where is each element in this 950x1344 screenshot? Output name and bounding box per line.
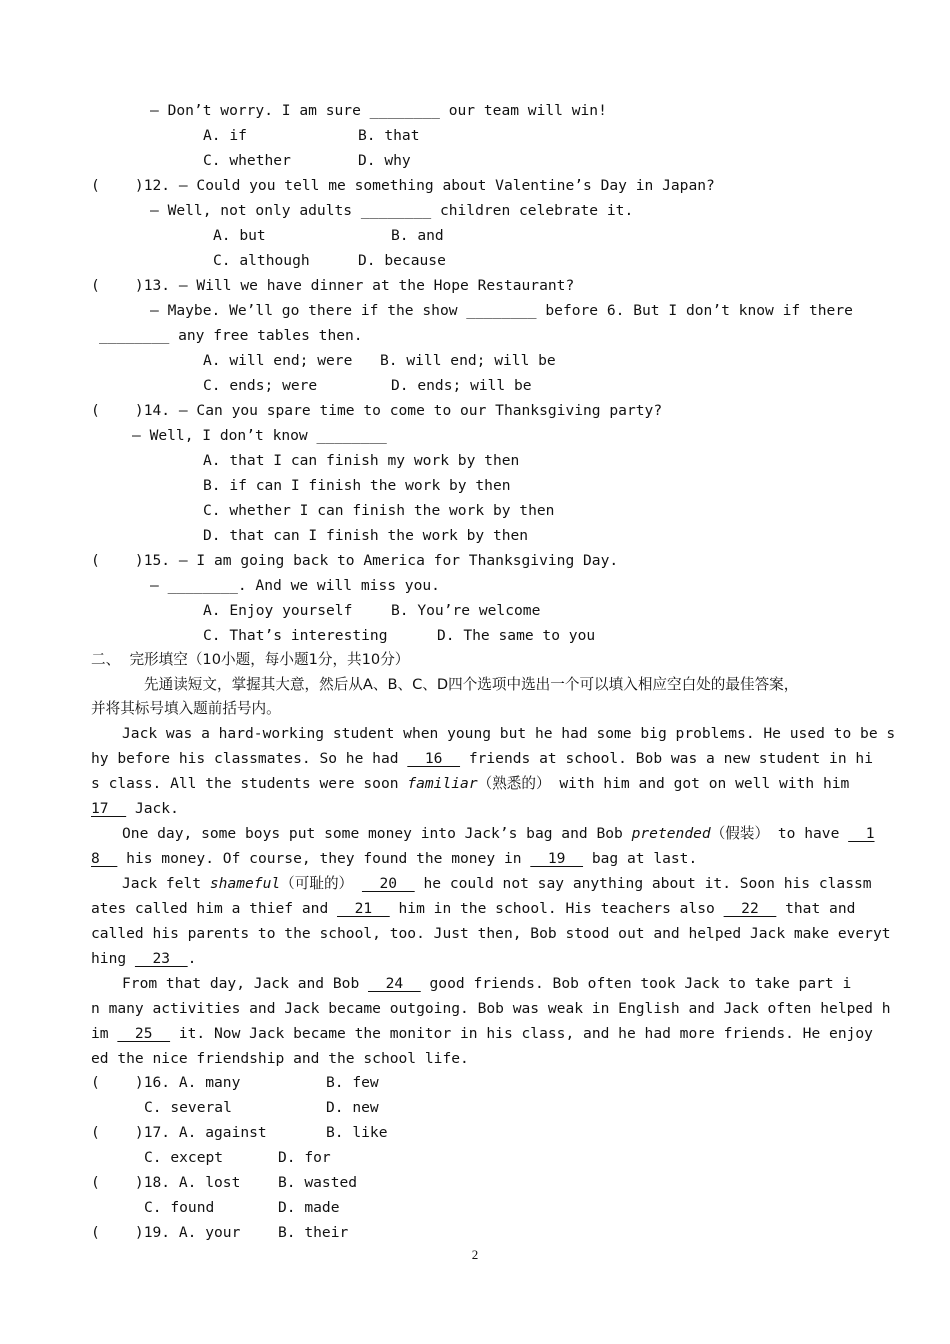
q13-stem: ( )13. — Will we have dinner at the Hope Restaurant? bbox=[91, 277, 575, 294]
section-instruction-continued: 并将其标号填入题前括号内。 bbox=[91, 700, 281, 717]
passage-line: hing 23 . bbox=[91, 950, 197, 967]
q11-reply: — Don’t worry. I am sure ________ our team will win! bbox=[150, 102, 607, 119]
passage-line: n many activities and Jack became outgoing. Bob was weak in English and Jack often helped h bbox=[91, 1000, 891, 1017]
q11-option-d: D. why bbox=[358, 152, 411, 169]
blank-25: 25 bbox=[117, 1025, 171, 1042]
q16-stem: ( )16. A. many bbox=[91, 1074, 241, 1091]
passage-line: hy before his classmates. So he had 16 friends at school. Bob was a new student in hi bbox=[91, 750, 873, 767]
q13-option-c: C. ends; were bbox=[203, 377, 318, 394]
passage-line: 17 Jack. bbox=[91, 800, 179, 817]
q15-option-b: B. You’re welcome bbox=[391, 602, 541, 619]
passage-line: From that day, Jack and Bob 24 good friends. Bob often took Jack to take part i bbox=[122, 975, 852, 992]
passage-line: 8 his money. Of course, they found the money in 19 bag at last. bbox=[91, 850, 698, 867]
q12-stem: ( )12. — Could you tell me something about Valentine’s Day in Japan? bbox=[91, 177, 715, 194]
q17-stem: ( )17. A. against bbox=[91, 1124, 267, 1141]
q12-reply: — Well, not only adults ________ children celebrate it. bbox=[150, 202, 634, 219]
q19-stem: ( )19. A. your bbox=[91, 1224, 241, 1241]
section-instruction: 先通读短文，掌握其大意，然后从A、B、C、D四个选项中选出一个可以填入相应空白处的最佳答案， bbox=[144, 676, 799, 693]
q17-option-b: B. like bbox=[326, 1124, 388, 1141]
q16-option-d: D. new bbox=[326, 1099, 379, 1116]
q15-reply: — ________. And we will miss you. bbox=[150, 577, 440, 594]
page-number: 2 bbox=[471, 1247, 479, 1262]
blank-22: 22 bbox=[723, 900, 777, 917]
blank-23: 23 bbox=[134, 950, 188, 967]
q13-option-b: B. will end; will be bbox=[380, 352, 556, 369]
section-heading: 二、 完形填空（10小题，每小题1分，共10分） bbox=[91, 651, 410, 668]
q12-option-a: A. but bbox=[213, 227, 266, 244]
q12-option-c: C. although bbox=[213, 252, 310, 269]
passage-line: s class. All the students were soon familiar（熟悉的） with him and got on well with him bbox=[91, 775, 850, 792]
q18-option-b: B. wasted bbox=[278, 1174, 358, 1191]
q18-option-c: C. found bbox=[144, 1199, 215, 1216]
q11-option-b: B. that bbox=[358, 127, 420, 144]
passage-line: ed the nice friendship and the school life. bbox=[91, 1050, 469, 1067]
q18-stem: ( )18. A. lost bbox=[91, 1174, 241, 1191]
q17-option-d: D. for bbox=[278, 1149, 331, 1166]
q15-option-c: C. That’s interesting bbox=[203, 627, 388, 644]
blank-17: 17 bbox=[91, 800, 127, 817]
q18-option-d: D. made bbox=[278, 1199, 340, 1216]
passage-line: Jack felt shameful（可耻的） 20 he could not say anything about it. Soon his classm bbox=[122, 875, 872, 892]
q16-option-b: B. few bbox=[326, 1074, 379, 1091]
q11-option-c: C. whether bbox=[203, 152, 291, 169]
q14-option-c: C. whether I can finish the work by then bbox=[203, 502, 555, 519]
q14-option-a: A. that I can finish my work by then bbox=[203, 452, 520, 469]
q14-reply: — Well, I don’t know ________ bbox=[132, 427, 387, 444]
passage-line: im 25 it. Now Jack became the monitor in his class, and he had more friends. He enjoy bbox=[91, 1025, 873, 1042]
blank-18: 1 bbox=[848, 825, 875, 842]
blank-24: 24 bbox=[368, 975, 421, 992]
q15-stem: ( )15. — I am going back to America for Thanksgiving Day. bbox=[91, 552, 619, 569]
q14-option-d: D. that can I finish the work by then bbox=[203, 527, 529, 544]
q14-stem: ( )14. — Can you spare time to come to our Thanksgiving party? bbox=[91, 402, 663, 419]
q13-option-d: D. ends; will be bbox=[391, 377, 532, 394]
q12-option-d: D. because bbox=[358, 252, 446, 269]
blank-19: 19 bbox=[530, 850, 584, 867]
blank-16: 16 bbox=[407, 750, 461, 767]
q19-option-b: B. their bbox=[278, 1224, 349, 1241]
q13-reply-continued: ________ any free tables then. bbox=[99, 327, 363, 344]
passage-line: Jack was a hard-working student when young but he had some big problems. He used to be s bbox=[122, 725, 896, 742]
q14-option-b: B. if can I finish the work by then bbox=[203, 477, 511, 494]
q13-option-a: A. will end; were bbox=[203, 352, 353, 369]
q17-option-c: C. except bbox=[144, 1149, 224, 1166]
q11-option-a: A. if bbox=[203, 127, 247, 144]
blank-21: 21 bbox=[337, 900, 390, 917]
passage-line: ates called him a thief and 21 him in the school. His teachers also 22 that and bbox=[91, 900, 856, 917]
passage-line: One day, some boys put some money into Jack’s bag and Bob pretended（假装） to have 1 bbox=[122, 825, 875, 842]
passage-line: called his parents to the school, too. Just then, Bob stood out and helped Jack make everyt bbox=[91, 925, 891, 942]
q13-reply: — Maybe. We’ll go there if the show ________ before 6. But I don’t know if there bbox=[150, 302, 853, 319]
q12-option-b: B. and bbox=[391, 227, 444, 244]
blank-20: 20 bbox=[361, 875, 415, 892]
q15-option-d: D. The same to you bbox=[437, 627, 596, 644]
blank-18-continued: 8 bbox=[91, 850, 118, 867]
q16-option-c: C. several bbox=[144, 1099, 232, 1116]
q15-option-a: A. Enjoy yourself bbox=[203, 602, 353, 619]
